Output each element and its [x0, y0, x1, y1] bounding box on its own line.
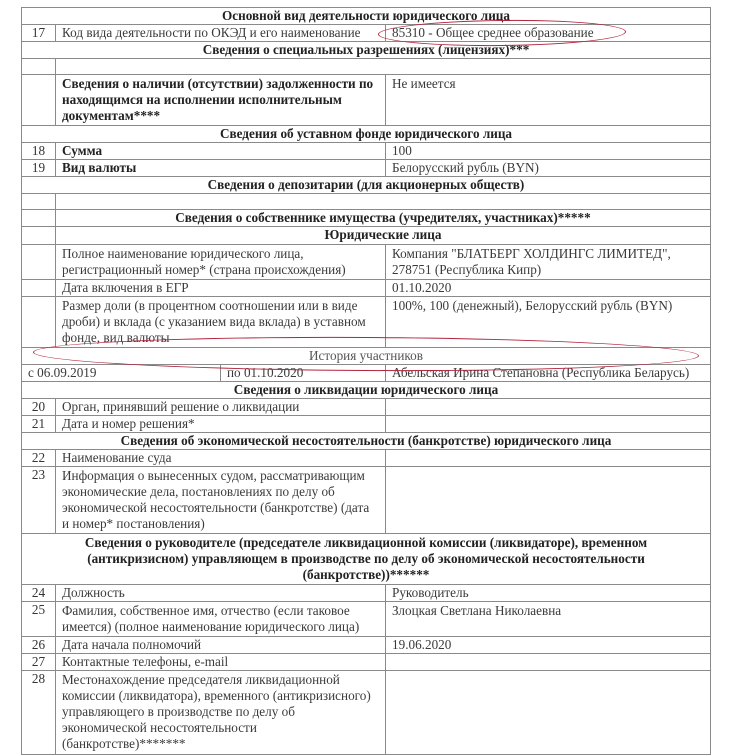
- section-bankruptcy: [22, 433, 711, 450]
- debt-value: Не имеется: [386, 75, 711, 126]
- sum-value: 100: [386, 143, 711, 160]
- field-label: Должность: [56, 585, 386, 602]
- row-23: [22, 467, 711, 534]
- field-label: Наименование суда: [56, 450, 386, 467]
- row-history: [22, 365, 711, 382]
- field-label: Код вида деятельности по ОКЭД и его наименование: [56, 25, 386, 42]
- row-22: [22, 450, 711, 467]
- empty-cell: [56, 194, 711, 210]
- section-heading: Сведения о ликвидации юридического лица: [22, 382, 711, 399]
- manager-name-value: Злоцкая Светлана Николаевна: [386, 602, 711, 637]
- section-heading: Юридические лица: [56, 227, 711, 245]
- section-heading: Сведения об уставном фонде юридического лица: [22, 126, 711, 143]
- field-label: Дата начала полномочий: [56, 637, 386, 654]
- field-label: Дата и номер решения*: [56, 416, 386, 433]
- section-owner: [22, 210, 711, 227]
- empty-row: [22, 59, 711, 75]
- field-label: Местонахождение председателя ликвидационной комиссии (ликвидатора), временного (антикризисного) управляющего в производстве по делу об экономической несостоятельности (банкротстве)*******: [56, 671, 386, 755]
- section-licenses: [22, 42, 711, 59]
- field-label: Полное наименование юридического лица, регистрационный номер* (страна происхождения): [56, 245, 386, 280]
- row-number: 24: [22, 585, 56, 602]
- field-label: Орган, принявший решение о ликвидации: [56, 399, 386, 416]
- row-number: 17: [22, 25, 56, 42]
- section-heading: Сведения о специальных разрешениях (лицензиях)***: [22, 42, 711, 59]
- history-from: с 06.09.2019: [22, 365, 221, 382]
- subsection-legal-entities: [22, 227, 711, 245]
- field-label: Сведения о наличии (отсутствии) задолженности по находящимся на исполнении исполнительным документам****: [56, 75, 386, 126]
- section-main-activity: [22, 8, 711, 25]
- row-28: [22, 671, 711, 755]
- section-charter-fund: [22, 126, 711, 143]
- section-heading: Основной вид деятельности юридического лица: [22, 8, 711, 25]
- row-number: 22: [22, 450, 56, 467]
- position-value: Руководитель: [386, 585, 711, 602]
- section-heading: Сведения об экономической несостоятельности (банкротстве) юридического лица: [22, 433, 711, 450]
- row-number: [22, 297, 56, 348]
- history-to: по 01.10.2020: [221, 365, 386, 382]
- row-owner-date: [22, 280, 711, 297]
- field-value: [386, 654, 711, 671]
- row-21: [22, 416, 711, 433]
- field-label: Контактные телефоны, e-mail: [56, 654, 386, 671]
- field-label: Вид валюты: [56, 160, 386, 177]
- section-heading: Сведения о депозитарии (для акционерных обществ): [22, 177, 711, 194]
- field-label: Дата включения в ЕГР: [56, 280, 386, 297]
- row-number: [22, 280, 56, 297]
- row-number: [22, 210, 56, 227]
- row-number: [22, 194, 56, 210]
- row-number: 28: [22, 671, 56, 755]
- field-value: [386, 450, 711, 467]
- row-number: 19: [22, 160, 56, 177]
- field-label: Размер доли (в процентном соотношении или в виде дроби) и вклада (с указанием вида вклада) в уставном фонде, вид валюты: [56, 297, 386, 348]
- section-heading: Сведения о собственнике имущества (учредителях, участниках)*****: [56, 210, 711, 227]
- field-value: [386, 399, 711, 416]
- owner-date-value: 01.10.2020: [386, 280, 711, 297]
- row-26: [22, 637, 711, 654]
- field-label: Сумма: [56, 143, 386, 160]
- row-number: [22, 245, 56, 280]
- row-number: 27: [22, 654, 56, 671]
- row-number: 18: [22, 143, 56, 160]
- section-depositary: [22, 177, 711, 194]
- field-value: [386, 467, 711, 534]
- row-number: [22, 59, 56, 75]
- row-number: [22, 227, 56, 245]
- row-18: [22, 143, 711, 160]
- owner-name-value: Компания "БЛАТБЕРГ ХОЛДИНГС ЛИМИТЕД", 278751 (Республика Кипр): [386, 245, 711, 280]
- section-participants-history: [22, 348, 711, 365]
- row-19: [22, 160, 711, 177]
- section-manager: [22, 534, 711, 585]
- row-owner-share: [22, 297, 711, 348]
- row-number: 25: [22, 602, 56, 637]
- owner-share-value: 100%, 100 (денежный), Белорусский рубль (BYN): [386, 297, 711, 348]
- row-24: [22, 585, 711, 602]
- row-number: 26: [22, 637, 56, 654]
- field-value: [386, 671, 711, 755]
- row-number: 20: [22, 399, 56, 416]
- history-participant: Абельская Ирина Степановна (Республика Беларусь): [386, 365, 711, 382]
- row-20: [22, 399, 711, 416]
- field-label: Информация о вынесенных судом, рассматривающим экономические дела, постановлениях по делу об экономической несостоятельности (банкротстве) (дата и номер* постановления): [56, 467, 386, 534]
- field-label: Фамилия, собственное имя, отчество (если таковое имеется) (полное наименование юридического лица): [56, 602, 386, 637]
- start-date-value: 19.06.2020: [386, 637, 711, 654]
- section-heading: История участников: [22, 348, 711, 365]
- field-value: [386, 416, 711, 433]
- row-17: [22, 25, 711, 42]
- row-number: 23: [22, 467, 56, 534]
- currency-value: Белорусский рубль (BYN): [386, 160, 711, 177]
- row-debt: [22, 75, 711, 126]
- registry-extract-table: [21, 7, 711, 755]
- okved-value: 85310 - Общее среднее образование: [386, 25, 711, 42]
- row-number: 21: [22, 416, 56, 433]
- empty-cell: [56, 59, 711, 75]
- row-number: [22, 75, 56, 126]
- empty-row: [22, 194, 711, 210]
- row-27: [22, 654, 711, 671]
- row-owner-name: [22, 245, 711, 280]
- row-25: [22, 602, 711, 637]
- section-heading: Сведения о руководителе (председателе ликвидационной комиссии (ликвидаторе), временном (антикризисном) управляющем в производстве по делу об экономической несостоятельности (банкротстве))******: [22, 534, 711, 585]
- section-liquidation: [22, 382, 711, 399]
